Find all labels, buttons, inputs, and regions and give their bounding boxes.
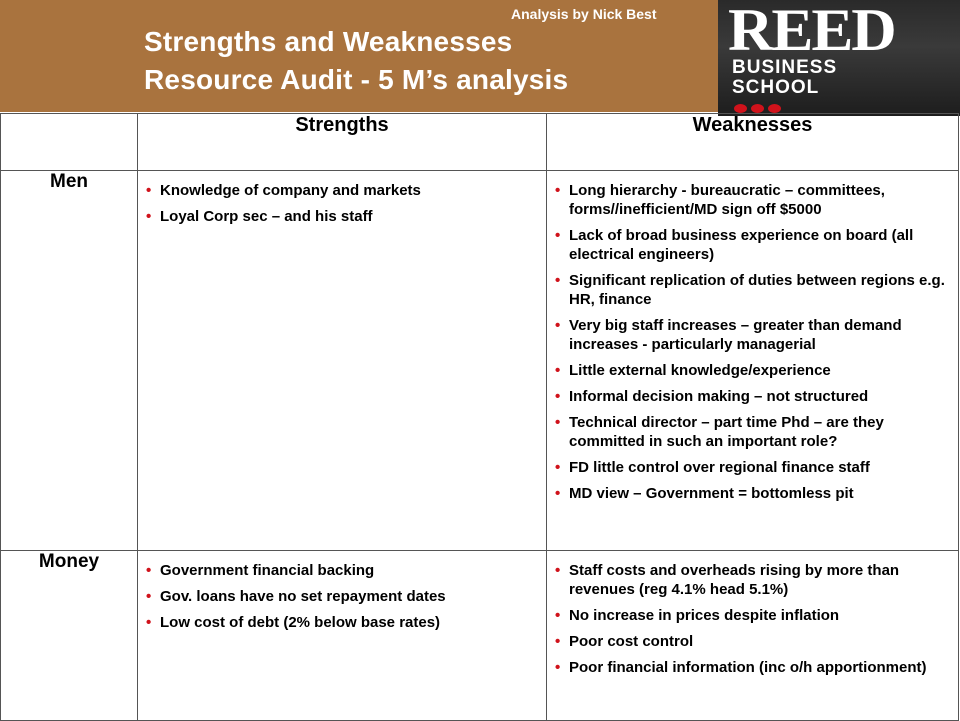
list-item-text: Knowledge of company and markets [160,182,421,199]
list-item-text: Informal decision making – not structured [569,388,869,405]
list-item-text: Little external knowledge/experience [569,362,831,379]
list-item [555,271,952,309]
bullet-icon: • [555,459,561,476]
logo-dot [734,104,747,113]
bullet-icon: • [555,182,561,199]
slide-subtitle: Resource Audit - 5 M’s analysis [144,64,569,95]
list-item-text: FD little control over regional finance staff [569,459,870,476]
list-item-text: Staff costs and overheads rising by more than revenues (reg 4.1% head 5.1%) [569,562,900,598]
bullet-icon: • [555,633,561,650]
list-item-text: Poor cost control [569,633,694,650]
list-item [555,226,952,264]
table-row [1,551,959,721]
list-item [146,181,540,200]
logo-word-business: BUSINESS [732,57,838,78]
list-item [555,484,952,503]
bullet-icon: • [555,562,561,579]
list-item [146,587,540,606]
bullet-icon: • [555,607,561,624]
bullet-icon: • [555,388,561,405]
byline: Analysis by Nick Best [511,6,657,22]
list-item-text: MD view – Government = bottomless pit [569,485,854,502]
logo-dot [751,104,764,113]
list-item-text: Poor financial information (inc o/h apportionment) [569,659,927,676]
list-item-text: Low cost of debt (2% below base rates) [160,614,441,631]
list-item-text: Very big staff increases – greater than demand increases - particularly managerial [569,317,902,353]
list-item-text: Lack of broad business experience on board (all electrical engineers) [569,227,914,263]
bullet-icon: • [555,317,561,334]
bullet-icon: • [555,485,561,502]
column-header-blank [1,114,138,171]
bullet-icon: • [555,362,561,379]
bullet-icon: • [555,659,561,676]
list-item [555,606,952,625]
list-item-text: Technical director – part time Phd – are they committed in such an important role? [569,414,884,450]
list-item-text: Loyal Corp sec – and his staff [160,208,373,225]
logo-dots [734,100,785,112]
column-header-strengths: Strengths [138,114,547,171]
strengths-cell [138,551,547,721]
list-item [555,458,952,477]
list-item [555,181,952,219]
bullet-icon: • [146,562,152,579]
list-item [555,632,952,651]
list-item [555,658,952,677]
weaknesses-cell [547,551,959,721]
list-item-text: Significant replication of duties between regions e.g. HR, finance [569,272,945,308]
title-banner [0,0,718,112]
row-label: Men [1,171,138,551]
list-item-text: No increase in prices despite inflation [569,607,840,624]
list-item [146,561,540,580]
weaknesses-list [547,551,958,677]
list-item [555,316,952,354]
weaknesses-cell [547,171,959,551]
bullet-icon: • [146,208,152,225]
list-item [146,613,540,632]
table-header-row [1,114,959,171]
column-header-weaknesses: Weaknesses [547,114,959,171]
bullet-icon: • [555,414,561,431]
list-item-text: Long hierarchy - bureaucratic – committees, forms//inefficient/MD sign off $5000 [569,182,885,218]
resource-audit-table [0,113,959,721]
list-item [555,561,952,599]
slide-title: Strengths and Weaknesses [144,26,513,57]
bullet-icon: • [146,614,152,631]
row-label: Money [1,551,138,721]
list-item-text: Gov. loans have no set repayment dates [160,588,446,605]
strengths-cell [138,171,547,551]
reed-business-school-logo [718,0,960,116]
list-item [555,361,952,380]
weaknesses-list [547,171,958,503]
strengths-list [138,551,546,632]
list-item [555,387,952,406]
list-item-text: Government financial backing [160,562,375,579]
bullet-icon: • [146,588,152,605]
list-item [555,413,952,451]
bullet-icon: • [555,272,561,289]
list-item [146,207,540,226]
table-row [1,171,959,551]
logo-word-school: SCHOOL [732,77,820,98]
bullet-icon: • [555,227,561,244]
bullet-icon: • [146,182,152,199]
logo-dot [768,104,781,113]
strengths-list [138,171,546,226]
logo-word-reed: REED [728,0,895,63]
